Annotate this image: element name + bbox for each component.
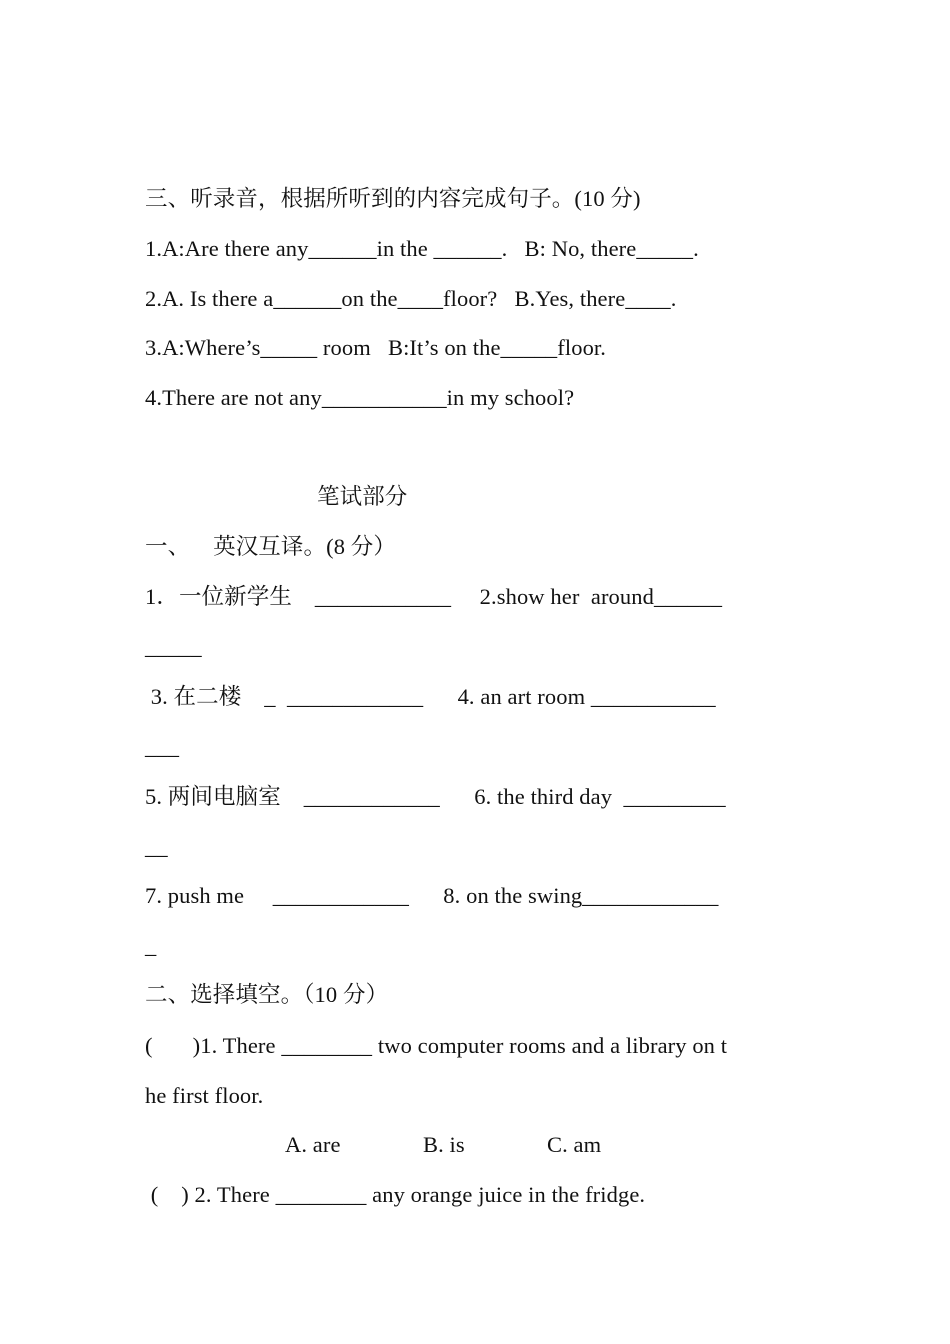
translation-row-1-wrap: _____: [145, 634, 202, 659]
listening-item-3: 3.A:Where’s_____ room B:It’s on the_____floor.: [145, 335, 606, 360]
choice-heading: 二、选择填空。（10 分）: [145, 982, 389, 1007]
listening-heading: 三、听录音，根据所听到的内容完成句子。(10 分): [145, 186, 641, 211]
choice-question-1-wrap: he first floor.: [145, 1083, 264, 1108]
listening-item-4: 4.There are not any___________in my school?: [145, 385, 575, 410]
translation-row-3-wrap: __: [145, 834, 168, 859]
translation-row-4-wrap: _: [145, 933, 157, 958]
translation-row-2-wrap: ___: [145, 734, 180, 759]
translation-row-4: 7. push me ____________ 8. on the swing____________: [145, 883, 719, 908]
written-section-title: 笔试部分: [317, 484, 408, 509]
translation-row-2: 3. 在二楼 _ ____________ 4. an art room ___________: [145, 684, 716, 709]
choice-question-2: ( ) 2. There ________ any orange juice in the fridge.: [145, 1182, 646, 1207]
choice-option-b: B. is: [423, 1132, 465, 1157]
choice-option-c: C. am: [547, 1132, 602, 1157]
listening-item-2: 2.A. Is there a______on the____floor? B.Yes, there____.: [145, 286, 677, 311]
translation-row-3: 5. 两间电脑室 ____________ 6. the third day _________: [145, 784, 726, 809]
choice-question-1: ( )1. There ________ two computer rooms and a library on t: [145, 1033, 728, 1058]
translation-row-1: 1．一位新学生 ____________ 2.show her around______: [145, 584, 723, 609]
choice-option-a: A. are: [285, 1132, 341, 1157]
translation-heading: 一、 英汉互译。(8 分）: [145, 534, 396, 559]
listening-item-1: 1.A:Are there any______in the ______. B: No, there_____.: [145, 236, 699, 261]
